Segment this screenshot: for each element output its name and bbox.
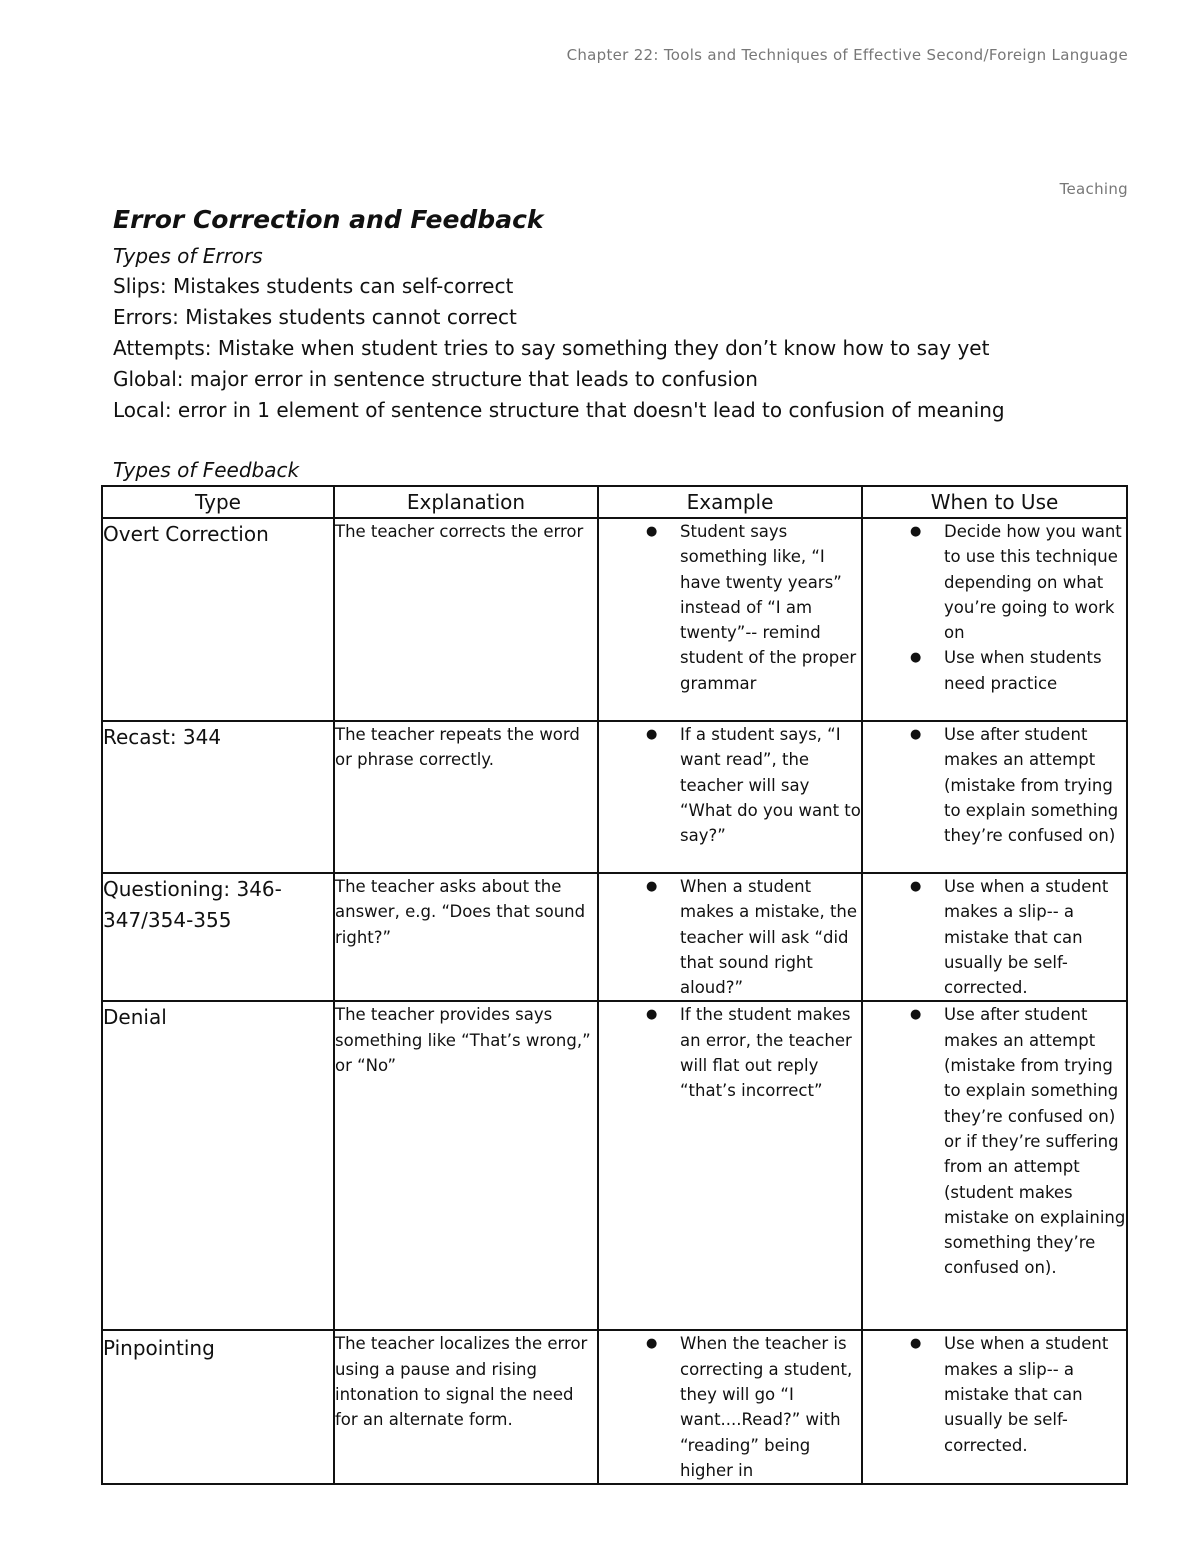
feedback-example xyxy=(598,873,862,1001)
running-header-continued: Teaching xyxy=(1059,180,1128,198)
example-text: If the student makes an error, the teacher will flat out reply “that’s incorrect” xyxy=(680,1005,852,1101)
feedback-example xyxy=(598,518,862,721)
list-item xyxy=(863,1331,1126,1457)
feedback-when-to-use xyxy=(862,1330,1127,1484)
list-item xyxy=(863,722,1126,848)
bullet-icon: ● xyxy=(910,879,922,894)
feedback-example xyxy=(598,1330,862,1484)
table-row xyxy=(102,518,1127,721)
feedback-type: Denial xyxy=(102,1001,334,1330)
table-row xyxy=(102,873,1127,1001)
list-item xyxy=(599,722,861,848)
list-item xyxy=(863,1002,1126,1280)
table-row xyxy=(102,721,1127,873)
list-item xyxy=(599,1331,861,1483)
feedback-heading: Types of Feedback xyxy=(113,458,300,482)
feedback-explanation: The teacher asks about the answer, e.g. “Does that sound right?” xyxy=(334,873,598,1001)
feedback-when-to-use xyxy=(862,1001,1127,1330)
example-text: When the teacher is correcting a student, they will go “I want....Read?” with “reading” being higher in xyxy=(680,1334,853,1480)
error-type-attempts: Attempts: Mistake when student tries to say something they don’t know how to say yet xyxy=(113,336,990,360)
column-header-type: Type xyxy=(102,486,334,518)
bullet-icon: ● xyxy=(646,1336,658,1352)
feedback-type: Pinpointing xyxy=(102,1330,334,1484)
bullet-icon: ● xyxy=(646,727,658,742)
feedback-table xyxy=(101,485,1128,1485)
feedback-example xyxy=(598,721,862,873)
bullet-icon: ● xyxy=(646,879,658,894)
when-text: Use when a student makes a slip-- a mistake that can usually be self-corrected. xyxy=(944,1334,1109,1455)
list-item xyxy=(863,519,1126,645)
table-row xyxy=(102,1330,1127,1484)
bullet-icon: ● xyxy=(646,524,658,539)
feedback-explanation: The teacher corrects the error xyxy=(334,518,598,721)
bullet-icon: ● xyxy=(646,1007,658,1023)
list-item xyxy=(863,645,1126,696)
when-text: Use when students need practice xyxy=(944,648,1102,693)
list-item xyxy=(863,874,1126,1000)
when-text: Decide how you want to use this technique depending on what you’re going to work on xyxy=(944,522,1122,643)
example-text: Student says something like, “I have twenty years” instead of “I am twenty”-- remind student of the proper grammar xyxy=(680,522,857,693)
bullet-icon: ● xyxy=(910,650,922,666)
list-item xyxy=(599,1002,861,1103)
error-type-global: Global: major error in sentence structure that leads to confusion xyxy=(113,367,758,391)
feedback-type: Overt Correction xyxy=(102,518,334,721)
feedback-type: Questioning: 346-347/354-355 xyxy=(102,873,334,1001)
feedback-when-to-use xyxy=(862,518,1127,721)
table-row xyxy=(102,1001,1127,1330)
list-item xyxy=(599,874,861,1000)
error-type-local: Local: error in 1 element of sentence structure that doesn't lead to confusion of meaning xyxy=(113,398,1005,422)
example-text: When a student makes a mistake, the teacher will ask “did that sound right aloud?” xyxy=(680,877,858,998)
bullet-icon: ● xyxy=(910,524,922,539)
error-type-errors: Errors: Mistakes students cannot correct xyxy=(113,305,517,329)
error-type-slips: Slips: Mistakes students can self-correct xyxy=(113,274,514,298)
feedback-when-to-use xyxy=(862,873,1127,1001)
running-header: Chapter 22: Tools and Techniques of Effective Second/Foreign Language xyxy=(566,46,1128,64)
feedback-explanation: The teacher repeats the word or phrase correctly. xyxy=(334,721,598,873)
feedback-when-to-use xyxy=(862,721,1127,873)
feedback-explanation: The teacher provides says something like “That’s wrong,” or “No” xyxy=(334,1001,598,1330)
column-header-when-to-use: When to Use xyxy=(862,486,1127,518)
feedback-type: Recast: 344 xyxy=(102,721,334,873)
feedback-explanation: The teacher localizes the error using a pause and rising intonation to signal the need for an alternate form. xyxy=(334,1330,598,1484)
bullet-icon: ● xyxy=(910,1336,922,1352)
when-text: Use when a student makes a slip-- a mistake that can usually be self-corrected. xyxy=(944,877,1109,998)
example-text: If a student says, “I want read”, the teacher will say “What do you want to say?” xyxy=(680,725,861,846)
bullet-icon: ● xyxy=(910,1007,922,1023)
table-header-row xyxy=(102,486,1127,518)
column-header-example: Example xyxy=(598,486,862,518)
list-item xyxy=(599,519,861,696)
bullet-icon: ● xyxy=(910,727,922,742)
when-text: Use after student makes an attempt (mistake from trying to explain something they’re confused on) xyxy=(944,725,1119,846)
page-title: Error Correction and Feedback xyxy=(113,205,544,234)
errors-heading: Types of Errors xyxy=(113,244,263,268)
column-header-explanation: Explanation xyxy=(334,486,598,518)
when-text: Use after student makes an attempt (mistake from trying to explain something they’re confused on) or if they’re suffering from an attempt (student makes mistake on explaining something they’re confused on). xyxy=(944,1005,1126,1278)
feedback-example xyxy=(598,1001,862,1330)
